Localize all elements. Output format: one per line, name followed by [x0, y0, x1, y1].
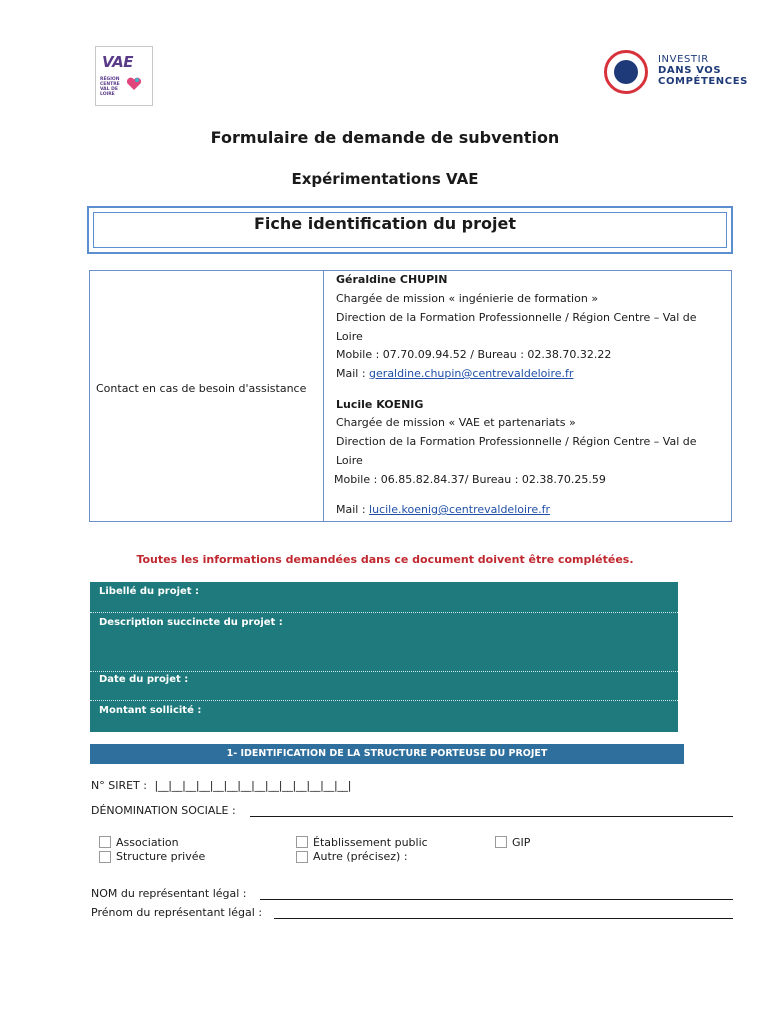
- project-description-label: Description succincte du projet :: [99, 617, 283, 628]
- siret-row: [91, 779, 351, 792]
- project-summary-box: [90, 582, 678, 732]
- contact-1-mail-row: Mail : geraldine.chupin@centrevaldeloire.fr: [336, 367, 574, 380]
- representant-nom-label: NOM du représentant légal :: [91, 887, 247, 900]
- structure-privee-checkbox[interactable]: [99, 851, 111, 863]
- investir-logo-text: INVESTIR DANS VOS COMPÉTENCES: [658, 54, 748, 87]
- representant-prenom-label: Prénom du représentant légal :: [91, 906, 263, 919]
- contact-2-mail-row: Mail : lucile.koenig@centrevaldeloire.fr: [336, 503, 550, 516]
- vae-logo-region: RÉGION CENTRE VAL DE LOIRE: [100, 77, 120, 97]
- section-1-header: 1- IDENTIFICATION DE LA STRUCTURE PORTEUSE DU PROJET: [90, 744, 684, 764]
- investir-competences-logo: [604, 50, 754, 96]
- autre-label: Autre (précisez) :: [313, 850, 408, 863]
- project-montant-row[interactable]: [90, 701, 678, 731]
- page-subtitle: Expérimentations VAE: [291, 170, 479, 188]
- siret-input[interactable]: |__|__|__|__|__|__|__|__|__|__|__|__|__|__|: [154, 779, 352, 792]
- etablissement-public-checkbox[interactable]: [296, 836, 308, 848]
- etablissement-public-label: Établissement public: [313, 836, 428, 849]
- autre-checkbox[interactable]: [296, 851, 308, 863]
- contact-2-phones: Mobile : 06.85.82.84.37/ Bureau : 02.38.70.25.59: [334, 473, 606, 486]
- contact-1-phones: Mobile : 07.70.09.94.52 / Bureau : 02.38.70.32.22: [336, 348, 612, 361]
- vae-logo-text: VAE: [102, 53, 133, 71]
- contact-2-name: Lucile KOENIG: [336, 398, 424, 411]
- contact-1-mail-link[interactable]: geraldine.chupin@centrevaldeloire.fr: [369, 367, 574, 380]
- gip-label: GIP: [512, 836, 531, 849]
- contact-1-role: Chargée de mission « ingénierie de formation »: [336, 292, 599, 305]
- representant-nom-field[interactable]: [260, 899, 733, 900]
- project-description-row[interactable]: [90, 613, 678, 672]
- republique-seal-icon: [604, 50, 648, 94]
- contact-2-role: Chargée de mission « VAE et partenariats »: [336, 416, 576, 429]
- denomination-field[interactable]: [250, 816, 733, 817]
- required-fields-warning: Toutes les informations demandées dans ce document doivent être complétées.: [136, 553, 634, 566]
- contact-1-direction: Direction de la Formation Professionnelle / Région Centre – Val de: [336, 311, 697, 324]
- contact-label: Contact en cas de besoin d'assistance: [96, 382, 307, 395]
- contact-2-mail-link[interactable]: lucile.koenig@centrevaldeloire.fr: [369, 503, 550, 516]
- project-montant-label: Montant sollicité :: [99, 705, 202, 716]
- contact-1-direction-cont: Loire: [336, 330, 363, 343]
- contact-1-name: Géraldine CHUPIN: [336, 273, 448, 286]
- association-label: Association: [116, 836, 179, 849]
- vae-logo: [95, 46, 153, 106]
- siret-label: N° SIRET :: [91, 779, 147, 792]
- structure-privee-label: Structure privée: [116, 850, 206, 863]
- fiche-title: Fiche identification du projet: [254, 214, 516, 233]
- association-checkbox[interactable]: [99, 836, 111, 848]
- gip-checkbox[interactable]: [495, 836, 507, 848]
- denomination-label: DÉNOMINATION SOCIALE :: [91, 804, 236, 817]
- project-libelle-label: Libellé du projet :: [99, 586, 200, 597]
- contact-2-direction: Direction de la Formation Professionnelle / Région Centre – Val de: [336, 435, 697, 448]
- contact-2-direction-cont: Loire: [336, 454, 363, 467]
- representant-prenom-field[interactable]: [274, 918, 733, 919]
- project-date-row[interactable]: [90, 672, 678, 701]
- page-title: Formulaire de demande de subvention: [210, 128, 560, 147]
- project-date-label: Date du projet :: [99, 674, 189, 685]
- project-libelle-row[interactable]: [90, 582, 678, 613]
- heart-icon: [126, 77, 142, 91]
